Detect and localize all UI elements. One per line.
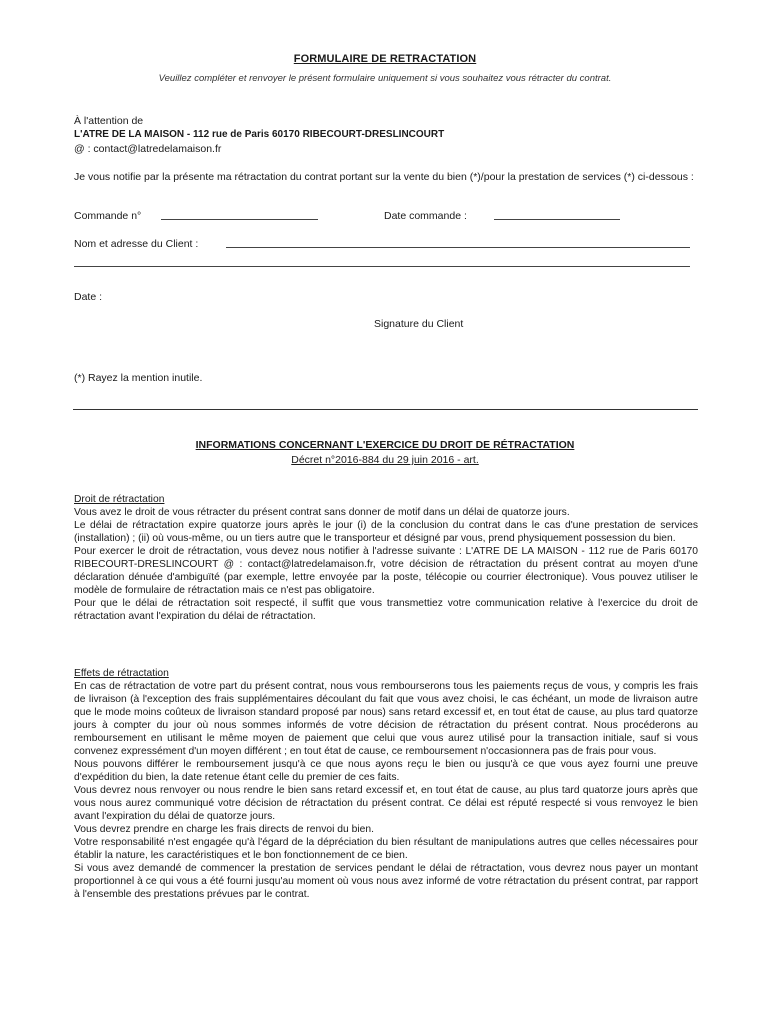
decree-reference: Décret n°2016-884 du 29 juin 2016 - art. — [291, 454, 479, 466]
form-subtitle: Veuillez compléter et renvoyer le présent formulaire uniquement si vous souhaitez vous rétracter du contrat. — [158, 73, 612, 84]
effets-paragraph: Si vous avez demandé de commencer la prestation de services pendant le délai de rétractation, vous devrez nous payer un montant proportionnel à ce qui vous a été fourni jusqu'au moment où vous nous avez informé de votre rétractation du présent contrat, par rapport à l'ensemble des prestations prévues par le contrat. — [74, 863, 698, 900]
footnote: (*) Rayez la mention inutile. — [74, 372, 203, 384]
company-email: @ : contact@latredelamaison.fr — [74, 143, 222, 155]
date-label: Date : — [74, 291, 103, 303]
company-address: L'ATRE DE LA MAISON - 112 rue de Paris 60170 RIBECOURT-DRESLINCOURT — [74, 129, 445, 140]
effets-section — [74, 667, 698, 901]
order-number-field[interactable] — [161, 219, 318, 220]
droit-paragraph: Vous avez le droit de vous rétracter du présent contrat sans donner de motif dans un délai de quatorze jours. — [74, 507, 570, 518]
order-date-label: Date commande : — [384, 210, 467, 222]
droit-paragraph: Le délai de rétractation expire quatorze jours après le jour (i) de la conclusion du contrat dans le cas d'une prestation de services (installation) ; (ii) où vous-même, ou un tiers autre que le transporteur et désigné par vous, prend physiquement possession du bien. — [74, 520, 698, 544]
droit-paragraph: Pour exercer le droit de rétractation, vous devez nous notifier à l'adresse suivante : L'ATRE DE LA MAISON - 112 rue de Paris 60170 RIBECOURT-DRESLINCOURT @ : contact@latredelamaison.fr, votre décision de rétractation du présent contrat au moyen d'une déclaration dénuée d'ambiguïté (par exemple, lettre envoyée par la poste, télécopie ou courrier électronique). Vous pouvez utiliser le modèle de formulaire de rétractation mais ce n'est pas obligatoire. — [74, 546, 698, 596]
section-divider — [73, 409, 698, 410]
info-title: INFORMATIONS CONCERNANT L'EXERCICE DU DROIT DE RÉTRACTATION — [195, 439, 575, 451]
effets-paragraph: Nous pouvons différer le remboursement jusqu'à ce que nous ayons reçu le bien ou jusqu'à ce que vous ayez fourni une preuve d'expédition du bien, la date retenue étant celle du premier de ces faits. — [74, 759, 698, 783]
effets-heading: Effets de rétractation — [74, 668, 169, 679]
order-number-label: Commande n° — [74, 210, 142, 222]
client-label: Nom et adresse du Client : — [74, 238, 199, 250]
droit-paragraph: Pour que le délai de rétractation soit respecté, il suffit que vous transmettiez votre communication relative à l'exercice du droit de rétractation avant l'expiration du délai de rétractation. — [74, 598, 698, 622]
form-title: FORMULAIRE DE RETRACTATION — [293, 53, 477, 65]
droit-section — [74, 493, 698, 623]
effets-paragraph: En cas de rétractation de votre part du présent contrat, nous vous rembourserons tous les paiements reçus de vous, y compris les frais de livraison (à l'exception des frais supplémentaires découlant du fait que vous avez choisi, le cas échéant, un mode de livraison autre que le mode moins coûteux de livraison standard proposé par nous) sans retard excessif et, en tout état de cause, au plus tard quatorze jours à compter du jour où nous sommes informés de votre décision de rétractation du présent contrat. Nous procéderons au remboursement en utilisant le même moyen de paiement que celui que vous aurez utilisé pour la transaction initiale, sauf si vous convenez expressément d'un moyen différent ; en tout état de cause, ce remboursement n'occasionnera pas de frais pour vous. — [74, 681, 698, 757]
client-field-line-2[interactable] — [74, 266, 690, 267]
effets-paragraph: Vous devrez prendre en charge les frais directs de renvoi du bien. — [74, 824, 374, 835]
effets-paragraph: Votre responsabilité n'est engagée qu'à l'égard de la dépréciation du bien résultant de manipulations autres que celles nécessaires pour établir la nature, les caractéristiques et le bon fonctionnement de ce bien. — [74, 837, 698, 861]
effets-paragraph: Vous devrez nous renvoyer ou nous rendre le bien sans retard excessif et, en tout état de cause, au plus tard quatorze jours après que vous nous aurez communiqué votre décision de rétractation du présent contrat. Ce délai est réputé respecté si vous renvoyez le bien avant l'expiration du délai de quatorze jours. — [74, 785, 698, 822]
droit-heading: Droit de rétractation — [74, 494, 165, 505]
client-field[interactable] — [226, 247, 690, 248]
attention-line: À l'attention de — [74, 115, 144, 127]
order-date-field[interactable] — [494, 219, 620, 220]
notify-text: Je vous notifie par la présente ma rétractation du contrat portant sur la vente du bien (*)/pour la prestation de services (*) ci-dessous : — [74, 171, 694, 183]
signature-label: Signature du Client — [374, 318, 464, 330]
